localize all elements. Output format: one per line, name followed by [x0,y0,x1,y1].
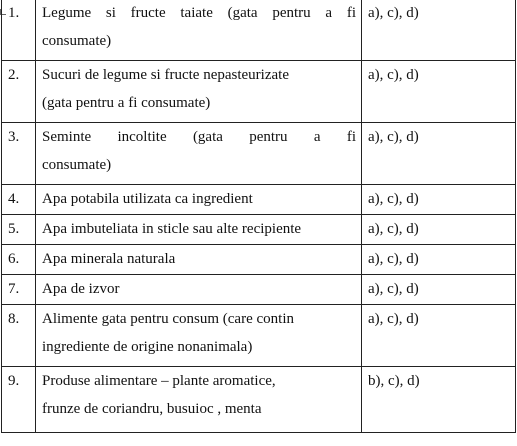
row-description [36,185,362,215]
row-description [36,61,362,123]
description-line: Legume si fructe taiate (gata pentru a fi [42,5,356,21]
description-line: Apa imbuteliata in sticle sau alte recipiente [42,221,302,237]
description-line: ingrediente de origine nonanimala) [42,339,253,355]
row-description [36,275,362,305]
row-criteria-code: a), c), d) [362,245,516,275]
row-criteria-code: a), c), d) [362,275,516,305]
row-number: 9. [2,367,36,433]
row-criteria-code: a), c), d) [362,0,516,61]
table-row [2,61,516,123]
description-line: consumate) [42,33,112,49]
row-criteria-code: a), c), d) [362,123,516,185]
row-number: 7. [2,275,36,305]
table-row [2,245,516,275]
food-criteria-table [1,0,516,433]
row-description [36,245,362,275]
row-number: 2. [2,61,36,123]
table-row [2,367,516,433]
row-criteria-code: b), c), d) [362,367,516,433]
row-number: 3. [2,123,36,185]
row-criteria-code: a), c), d) [362,215,516,245]
description-line: Apa potabila utilizata ca ingredient [42,191,253,207]
row-description [36,0,362,61]
description-line: Alimente gata pentru consum (care contin [42,311,294,327]
description-line: frunze de coriandru, busuioc , menta [42,401,262,417]
row-description [36,215,362,245]
description-line: Seminte incoltite (gata pentru a fi [42,129,356,145]
table-row [2,123,516,185]
table-row [2,305,516,367]
description-line: Produse alimentare – plante aromatice, [42,373,276,389]
row-number: 8. [2,305,36,367]
row-number: 4. [2,185,36,215]
row-number: 5. [2,215,36,245]
row-criteria-code: a), c), d) [362,185,516,215]
row-criteria-code: a), c), d) [362,305,516,367]
row-number: 1. [2,0,36,61]
row-description [36,305,362,367]
row-description [36,123,362,185]
description-line: (gata pentru a fi consumate) [42,95,211,111]
description-line: consumate) [42,157,112,173]
description-line: Apa minerala naturala [42,251,176,267]
description-line: Apa de izvor [42,281,120,297]
table-row [2,185,516,215]
row-description [36,367,362,433]
table-row [2,0,516,61]
table-row [2,215,516,245]
table-row [2,275,516,305]
row-number: 6. [2,245,36,275]
description-line: Sucuri de legume si fructe nepasteurizate [42,67,289,83]
row-criteria-code: a), c), d) [362,61,516,123]
